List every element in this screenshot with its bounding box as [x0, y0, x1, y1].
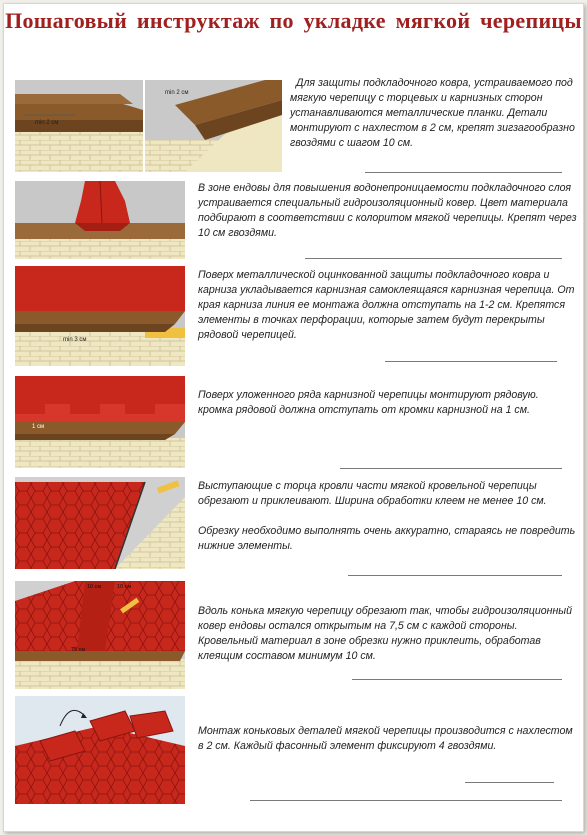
step-1-image-right — [145, 80, 282, 172]
step-6-divider — [352, 679, 562, 680]
step-5-text — [198, 479, 578, 554]
step-5-text-1: Выступающие с торца кровли части мягкой кровельной черепицы обрезают и приклеивают. Ширина обработки клеем не менее 10 см. — [198, 480, 547, 507]
step-1-image-left — [15, 80, 143, 172]
step-2-image — [15, 181, 185, 259]
step-1-label-1: min 2 см — [35, 120, 59, 126]
step-4-divider — [340, 468, 562, 469]
step-1-text: Для защиты подкладочного ковра, устраиваемого под мягкую черепицу с торцевых и карнизных сторон устанавливаются металлические планки. Детали монтируют с нахлестом в 2 см, крепят зигзагообразно гвоздями с шагом 10 см. — [290, 77, 575, 149]
step-4-text: Поверх уложенного ряда карнизной черепицы монтируют рядовую. кромка рядовой должна отступать от кромки карнизной на 1 см. — [198, 389, 539, 416]
step-7-divider-2 — [250, 800, 562, 801]
step-3-text: Поверх металлической оцинкованной защиты подкладочного ковра и карниза укладывается карнизная самоклеящаяся карнизная черепица. От края карниза линия ее монтажа должна отступать на 1-2 см. Крепятся элементы в точках перфорации, которые затем будут перекрыты рядовой черепицей. — [198, 269, 575, 341]
step-5-image — [15, 477, 185, 569]
step-4-image — [15, 376, 185, 468]
step-4-label: 1 см — [32, 424, 45, 430]
step-7-text: Монтаж коньковых деталей мягкой черепицы производится с нахлестом в 2 см. Каждый фасонный элемент фиксируют 4 гвоздями. — [198, 725, 573, 752]
step-6-label-2: 10 см — [117, 584, 132, 590]
page-title: Пошаговый инструктаж по укладке мягкой черепицы — [5, 8, 582, 33]
step-1-divider — [365, 172, 562, 173]
step-7-divider-1 — [465, 782, 554, 783]
step-6-label-1: 10 см — [87, 584, 102, 590]
step-2-text: В зоне ендовы для повышения водонепроницаемости подкладочного слоя устраивается специальный гидроизоляционный ковер. Цвет материала подбирают в соответствии с колоритом мягкой черепицы. Крепят через 10 см гвоздями. — [198, 182, 577, 239]
step-5-text-2: Обрезку необходимо выполнять очень аккуратно, стараясь не повредить нижние элементы. — [198, 525, 576, 552]
step-3-image — [15, 266, 185, 366]
step-2-divider — [305, 258, 562, 259]
step-6-image — [15, 581, 185, 689]
step-1-label-2: min 2 см — [165, 90, 189, 96]
step-6-text: Вдоль конька мягкую черепицу обрезают так, чтобы гидроизоляционный ковер ендовы остался открытым на 7,5 см с каждой стороны. Кровельный материал в зоне обрезки нужно приклеить, обработав клеящим составом минимум 10 см. — [198, 605, 572, 662]
step-3-divider — [385, 361, 557, 362]
step-6-label-3: 75 см — [71, 647, 86, 653]
step-3-label: min 3 см — [63, 337, 87, 343]
step-5-divider — [348, 575, 562, 576]
step-7-image — [15, 696, 185, 804]
